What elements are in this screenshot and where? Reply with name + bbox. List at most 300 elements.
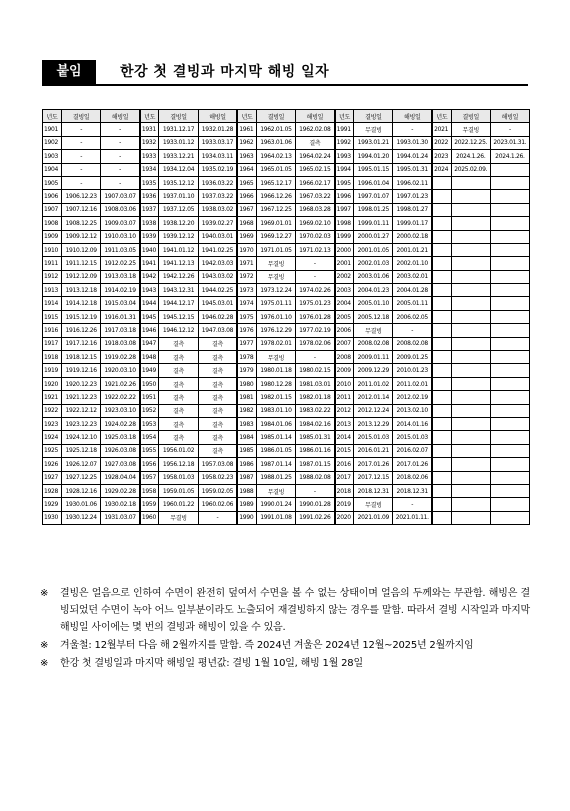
thaw-date-cell: 2008.02.08 <box>393 337 432 350</box>
freeze-date-cell: 1945.12.15 <box>159 310 198 323</box>
year-cell: 1961 <box>237 123 256 136</box>
year-cell: 1927 <box>43 471 62 484</box>
thaw-date-cell: 1917.03.18 <box>101 324 140 337</box>
thaw-date-cell <box>490 498 529 511</box>
thaw-date-cell: 2021.01.11. <box>393 511 432 524</box>
freeze-date-cell: 무결빙 <box>256 351 295 364</box>
year-cell: 1949 <box>140 364 159 377</box>
thaw-date-cell: 1991.02.26 <box>296 511 335 524</box>
year-cell <box>432 498 451 511</box>
freeze-date-cell <box>451 176 490 189</box>
thaw-date-cell: 1941.02.25 <box>198 243 237 256</box>
thaw-date-cell: 1970.02.03 <box>296 230 335 243</box>
freeze-date-cell: 1976.12.29 <box>256 324 295 337</box>
year-cell: 1980 <box>237 377 256 390</box>
year-cell: 1911 <box>43 257 62 270</box>
freeze-date-cell: 1971.01.05 <box>256 243 295 256</box>
year-cell <box>432 484 451 497</box>
thaw-date-cell: 1959.02.05 <box>198 484 237 497</box>
thaw-date-cell <box>490 417 529 430</box>
table-body <box>43 123 530 525</box>
year-cell: 2002 <box>335 270 354 283</box>
thaw-date-cell: 결측 <box>198 377 237 390</box>
year-cell: 1995 <box>335 176 354 189</box>
year-cell: 2010 <box>335 377 354 390</box>
year-cell: 2024 <box>432 163 451 176</box>
thaw-date-cell <box>490 324 529 337</box>
freeze-date-cell: 1964.02.13 <box>256 150 295 163</box>
freeze-date-cell: 1934.12.04 <box>159 163 198 176</box>
thaw-date-cell <box>490 431 529 444</box>
footnote-normal <box>40 655 530 672</box>
freeze-date-cell <box>451 498 490 511</box>
year-cell <box>432 351 451 364</box>
thaw-date-cell: 1931.03.07 <box>101 511 140 524</box>
thaw-date-cell: 1984.02.16 <box>296 417 335 430</box>
year-cell <box>432 270 451 283</box>
year-cell: 2011 <box>335 391 354 404</box>
table-row <box>43 417 530 430</box>
year-cell: 1985 <box>237 444 256 457</box>
year-cell: 1926 <box>43 458 62 471</box>
footnote-definition <box>40 585 530 636</box>
freeze-date-cell: 1966.12.26 <box>256 190 295 203</box>
freeze-date-cell: 1995.01.15 <box>354 163 393 176</box>
year-cell: 1922 <box>43 404 62 417</box>
thaw-date-cell: 1927.03.08 <box>101 458 140 471</box>
freeze-date-cell <box>451 377 490 390</box>
thaw-date-cell: 2018.02.06 <box>393 471 432 484</box>
thaw-date-cell <box>490 351 529 364</box>
freeze-date-cell: 2009.01.11 <box>354 351 393 364</box>
table-row <box>43 123 530 136</box>
thaw-date-cell: 1985.01.31 <box>296 431 335 444</box>
year-cell <box>432 431 451 444</box>
thaw-date-cell: 1946.02.28 <box>198 310 237 323</box>
freeze-date-cell <box>451 417 490 430</box>
year-cell <box>432 190 451 203</box>
thaw-date-cell: 2002.01.10 <box>393 257 432 270</box>
year-cell: 1967 <box>237 203 256 216</box>
freeze-date-cell <box>451 270 490 283</box>
year-cell <box>432 203 451 216</box>
thaw-date-cell: 1975.01.23 <box>296 297 335 310</box>
year-cell: 1931 <box>140 123 159 136</box>
thaw-date-cell: 1912.02.25 <box>101 257 140 270</box>
freeze-date-cell: 2016.01.21 <box>354 444 393 457</box>
freeze-date-cell: 1938.12.20 <box>159 217 198 230</box>
year-cell: 1956 <box>140 458 159 471</box>
table-row <box>43 284 530 297</box>
freeze-date-cell: 2013.12.29 <box>354 417 393 430</box>
thaw-date-cell: 결측 <box>198 364 237 377</box>
freeze-date-cell: - <box>62 150 101 163</box>
year-header: 년도 <box>432 110 451 123</box>
year-cell: 1975 <box>237 310 256 323</box>
note-mark: ※ <box>40 658 49 669</box>
year-cell: 1955 <box>140 444 159 457</box>
year-cell: 1903 <box>43 150 62 163</box>
year-cell: 1939 <box>140 230 159 243</box>
freeze-date-cell <box>451 444 490 457</box>
thaw-date-cell <box>490 217 529 230</box>
thaw-date-cell: 1919.02.28 <box>101 351 140 364</box>
thaw-date-cell: 결측 <box>296 136 335 149</box>
thaw-date-cell: 2012.02.19 <box>393 391 432 404</box>
thaw-date-cell <box>490 391 529 404</box>
freeze-date-cell: 1933.12.21 <box>159 150 198 163</box>
note-text: 겨울철: 12월부터 다음 해 2월까지를 말함. 즉 2024년 겨울은 2024년 12월~2025년 2월까지임 <box>60 640 474 651</box>
table-row <box>43 297 530 310</box>
thaw-date-cell: 1982.01.18 <box>296 391 335 404</box>
table-row <box>43 230 530 243</box>
freeze-date-cell <box>451 324 490 337</box>
year-cell: 1947 <box>140 337 159 350</box>
year-cell: 1968 <box>237 217 256 230</box>
freeze-date-cell: 1926.12.07 <box>62 458 101 471</box>
table-row <box>43 377 530 390</box>
year-cell <box>432 310 451 323</box>
thaw-date-cell: 결측 <box>198 417 237 430</box>
year-cell: 1907 <box>43 203 62 216</box>
freeze-date-cell <box>451 404 490 417</box>
note-text: 한강 첫 결빙일과 마지막 해빙일 평년값: 결빙 1월 10일, 해빙 1월 28일 <box>60 658 363 669</box>
thaw-date-cell: 2017.01.26 <box>393 458 432 471</box>
thaw-date-cell: - <box>393 498 432 511</box>
year-cell: 1964 <box>237 163 256 176</box>
thaw-date-cell <box>490 297 529 310</box>
thaw-date-cell: - <box>296 484 335 497</box>
freeze-date-cell: 1956.12.18 <box>159 458 198 471</box>
year-cell: 2016 <box>335 458 354 471</box>
freeze-date-cell: 1933.01.12 <box>159 136 198 149</box>
freeze-date-cell: 1946.12.12 <box>159 324 198 337</box>
thaw-date-cell: 1962.02.08 <box>296 123 335 136</box>
table-row <box>43 498 530 511</box>
year-cell: 2019 <box>335 498 354 511</box>
page-header <box>42 60 528 86</box>
freeze-date-cell: 1997.01.07 <box>354 190 393 203</box>
year-cell: 1994 <box>335 163 354 176</box>
year-cell: 1909 <box>43 230 62 243</box>
year-cell <box>432 257 451 270</box>
year-cell: 2001 <box>335 257 354 270</box>
freeze-date-cell: 1930.12.24 <box>62 511 101 524</box>
freeze-date-cell: 1993.01.21 <box>354 136 393 149</box>
freeze-date-cell: 2015.01.03 <box>354 431 393 444</box>
freeze-date-cell: 1982.01.15 <box>256 391 295 404</box>
year-cell: 1996 <box>335 190 354 203</box>
thaw-date-cell: 결측 <box>198 404 237 417</box>
thaw-date-cell: 1930.02.18 <box>101 498 140 511</box>
thaw-date-cell: 1923.03.10 <box>101 404 140 417</box>
year-cell <box>432 364 451 377</box>
freeze-date-cell: 1919.12.16 <box>62 364 101 377</box>
freeze-date-cell: 1914.12.18 <box>62 297 101 310</box>
thaw-date-cell: 2009.01.25 <box>393 351 432 364</box>
freeze-date-cell: 1996.01.04 <box>354 176 393 189</box>
year-cell: 1987 <box>237 471 256 484</box>
freeze-date-cell: 1978.02.01 <box>256 337 295 350</box>
year-cell: 1954 <box>140 431 159 444</box>
year-cell: 1973 <box>237 284 256 297</box>
year-cell: 1904 <box>43 163 62 176</box>
year-cell: 2014 <box>335 431 354 444</box>
thaw-date-cell: 1988.02.08 <box>296 471 335 484</box>
freeze-date-cell: 1908.12.25 <box>62 217 101 230</box>
thaw-date-cell: 1995.01.31 <box>393 163 432 176</box>
year-cell: 1951 <box>140 391 159 404</box>
freeze-date-cell: 1916.12.26 <box>62 324 101 337</box>
thaw-date-cell: 1924.02.28 <box>101 417 140 430</box>
freeze-date-cell: 무결빙 <box>354 123 393 136</box>
freeze-date-cell: 결측 <box>159 351 198 364</box>
freeze-date-cell <box>451 310 490 323</box>
freeze-date-cell: 결측 <box>159 364 198 377</box>
thaw-date-cell: 1939.02.27 <box>198 217 237 230</box>
freeze-date-cell <box>451 203 490 216</box>
year-cell: 1965 <box>237 176 256 189</box>
table-row <box>43 337 530 350</box>
thaw-date-cell: 1981.03.01 <box>296 377 335 390</box>
thaw-date-cell: 1907.03.07 <box>101 190 140 203</box>
year-cell: 1937 <box>140 203 159 216</box>
year-cell: 1957 <box>140 471 159 484</box>
freeze-date-cell: 1958.01.03 <box>159 471 198 484</box>
freeze-date-cell: 1910.12.09 <box>62 243 101 256</box>
footnotes <box>40 585 530 673</box>
year-cell: 1944 <box>140 297 159 310</box>
thaw-date-cell: 1945.03.01 <box>198 297 237 310</box>
thaw-date-cell: 2004.01.28 <box>393 284 432 297</box>
freeze-date-header: 결빙일 <box>159 110 198 123</box>
thaw-date-cell: 2006.02.05 <box>393 310 432 323</box>
thaw-date-cell <box>490 230 529 243</box>
year-cell: 1913 <box>43 284 62 297</box>
freeze-date-cell <box>451 484 490 497</box>
thaw-date-cell: 1996.02.11 <box>393 176 432 189</box>
freeze-date-cell: - <box>62 176 101 189</box>
year-cell: 1963 <box>237 150 256 163</box>
thaw-date-cell: 1935.02.19 <box>198 163 237 176</box>
freeze-date-cell: 2001.01.05 <box>354 243 393 256</box>
freeze-date-cell: 1986.01.05 <box>256 444 295 457</box>
freeze-date-cell <box>451 458 490 471</box>
table-row <box>43 404 530 417</box>
freeze-date-cell: 1931.12.17 <box>159 123 198 136</box>
year-cell: 1953 <box>140 417 159 430</box>
freeze-date-cell: 2011.01.02 <box>354 377 393 390</box>
freeze-date-cell: 1962.01.05 <box>256 123 295 136</box>
freeze-date-cell: 1965.12.17 <box>256 176 295 189</box>
thaw-date-cell: 1971.02.13 <box>296 243 335 256</box>
table-row <box>43 458 530 471</box>
thaw-date-cell: 1999.01.17 <box>393 217 432 230</box>
thaw-date-cell: 2014.01.16 <box>393 417 432 430</box>
freeze-date-cell: 1935.12.12 <box>159 176 198 189</box>
thaw-date-cell <box>490 203 529 216</box>
thaw-date-cell: - <box>101 136 140 149</box>
thaw-date-cell: 1915.03.04 <box>101 297 140 310</box>
thaw-date-cell: 1909.03.07 <box>101 217 140 230</box>
thaw-date-cell: 1947.03.08 <box>198 324 237 337</box>
thaw-date-cell <box>490 484 529 497</box>
freeze-date-cell: 1983.01.10 <box>256 404 295 417</box>
table-row <box>43 176 530 189</box>
freeze-date-cell: 무결빙 <box>354 498 393 511</box>
thaw-date-cell: 2010.01.23 <box>393 364 432 377</box>
year-cell: 1993 <box>335 150 354 163</box>
thaw-date-cell: 결측 <box>198 337 237 350</box>
year-cell: 1981 <box>237 391 256 404</box>
freeze-date-cell <box>451 190 490 203</box>
thaw-date-cell: 1997.01.23 <box>393 190 432 203</box>
thaw-date-cell: 1920.03.10 <box>101 364 140 377</box>
freeze-date-cell: 결측 <box>159 404 198 417</box>
thaw-date-cell: 1938.03.02 <box>198 203 237 216</box>
table-row <box>43 444 530 457</box>
year-cell: 1929 <box>43 498 62 511</box>
thaw-date-cell: 1986.01.16 <box>296 444 335 457</box>
freeze-date-cell: 1976.01.10 <box>256 310 295 323</box>
freeze-date-cell: 2025.02.09. <box>451 163 490 176</box>
thaw-date-cell <box>490 310 529 323</box>
year-cell: 1952 <box>140 404 159 417</box>
thaw-date-cell: 1922.02.22 <box>101 391 140 404</box>
freeze-date-cell: - <box>62 163 101 176</box>
year-cell: 1924 <box>43 431 62 444</box>
year-cell: 1919 <box>43 364 62 377</box>
thaw-date-cell: 1969.02.10 <box>296 217 335 230</box>
table-row <box>43 484 530 497</box>
year-cell: 1962 <box>237 136 256 149</box>
year-cell <box>432 404 451 417</box>
thaw-date-cell: 1943.03.02 <box>198 270 237 283</box>
thaw-date-cell: 2018.12.31 <box>393 484 432 497</box>
freeze-date-cell: 1913.12.18 <box>62 284 101 297</box>
thaw-date-cell: - <box>101 123 140 136</box>
thaw-date-cell: - <box>296 270 335 283</box>
year-cell: 1988 <box>237 484 256 497</box>
thaw-date-cell <box>490 163 529 176</box>
freeze-thaw-table <box>42 109 530 525</box>
thaw-date-cell <box>490 270 529 283</box>
year-cell: 1928 <box>43 484 62 497</box>
table-row <box>43 136 530 149</box>
year-header: 년도 <box>43 110 62 123</box>
thaw-date-cell <box>490 444 529 457</box>
freeze-date-cell: 1990.01.24 <box>256 498 295 511</box>
thaw-date-cell: 1921.02.26 <box>101 377 140 390</box>
thaw-date-cell: 결측 <box>198 431 237 444</box>
thaw-date-cell: 1998.01.27 <box>393 203 432 216</box>
freeze-date-cell <box>451 230 490 243</box>
year-cell: 1930 <box>43 511 62 524</box>
year-cell: 1905 <box>43 176 62 189</box>
thaw-date-cell: - <box>490 123 529 136</box>
year-cell <box>432 337 451 350</box>
thaw-date-cell: 1965.02.15 <box>296 163 335 176</box>
freeze-date-cell: 2005.01.10 <box>354 297 393 310</box>
freeze-date-cell: 1925.12.18 <box>62 444 101 457</box>
thaw-date-cell: 1940.03.01 <box>198 230 237 243</box>
year-cell: 1942 <box>140 270 159 283</box>
year-cell: 1941 <box>140 257 159 270</box>
freeze-date-cell: 1960.01.22 <box>159 498 198 511</box>
thaw-date-cell <box>490 377 529 390</box>
thaw-date-cell: - <box>296 351 335 364</box>
table-row <box>43 270 530 283</box>
year-cell: 1966 <box>237 190 256 203</box>
thaw-date-cell: 1976.01.28 <box>296 310 335 323</box>
freeze-date-cell <box>451 351 490 364</box>
table-row <box>43 190 530 203</box>
thaw-date-cell: 1994.01.24 <box>393 150 432 163</box>
thaw-date-header: 해빙일 <box>490 110 529 123</box>
freeze-date-cell: 1939.12.12 <box>159 230 198 243</box>
freeze-date-cell: 1985.01.14 <box>256 431 295 444</box>
freeze-date-cell: 1917.12.16 <box>62 337 101 350</box>
year-cell: 1936 <box>140 190 159 203</box>
freeze-date-cell: 1969.01.01 <box>256 217 295 230</box>
freeze-date-cell <box>451 337 490 350</box>
year-cell: 1917 <box>43 337 62 350</box>
year-cell: 2005 <box>335 310 354 323</box>
freeze-date-cell: 무결빙 <box>256 270 295 283</box>
freeze-date-cell: 1921.12.23 <box>62 391 101 404</box>
freeze-date-cell: 1969.12.27 <box>256 230 295 243</box>
year-cell: 2020 <box>335 511 354 524</box>
freeze-date-cell: 1988.01.25 <box>256 471 295 484</box>
thaw-date-cell: - <box>393 324 432 337</box>
freeze-date-cell <box>451 217 490 230</box>
freeze-date-cell: 1944.12.17 <box>159 297 198 310</box>
thaw-date-cell <box>490 257 529 270</box>
thaw-date-cell: 1990.01.28 <box>296 498 335 511</box>
freeze-date-cell: 1959.01.05 <box>159 484 198 497</box>
table-header-row <box>43 110 530 123</box>
table-row <box>43 351 530 364</box>
note-mark: ※ <box>40 640 49 651</box>
year-cell: 1971 <box>237 257 256 270</box>
freeze-date-cell <box>451 431 490 444</box>
year-cell: 1960 <box>140 511 159 524</box>
table-row <box>43 391 530 404</box>
year-cell: 1974 <box>237 297 256 310</box>
thaw-date-cell <box>490 243 529 256</box>
year-cell: 1989 <box>237 498 256 511</box>
freeze-date-cell: 1956.01.02 <box>159 444 198 457</box>
year-cell: 2007 <box>335 337 354 350</box>
year-cell: 2015 <box>335 444 354 457</box>
thaw-date-cell: 1936.03.22 <box>198 176 237 189</box>
table-row <box>43 471 530 484</box>
year-cell: 2008 <box>335 351 354 364</box>
thaw-date-header: 해빙일 <box>393 110 432 123</box>
freeze-date-cell: 1941.12.13 <box>159 257 198 270</box>
year-cell <box>432 458 451 471</box>
thaw-date-cell: 2003.02.01 <box>393 270 432 283</box>
year-cell <box>432 324 451 337</box>
year-cell: 1938 <box>140 217 159 230</box>
table-row <box>43 310 530 323</box>
year-cell: 1923 <box>43 417 62 430</box>
thaw-date-cell <box>490 458 529 471</box>
year-header: 년도 <box>140 110 159 123</box>
year-cell: 1983 <box>237 417 256 430</box>
freeze-date-cell: 무결빙 <box>159 511 198 524</box>
year-cell: 1970 <box>237 243 256 256</box>
